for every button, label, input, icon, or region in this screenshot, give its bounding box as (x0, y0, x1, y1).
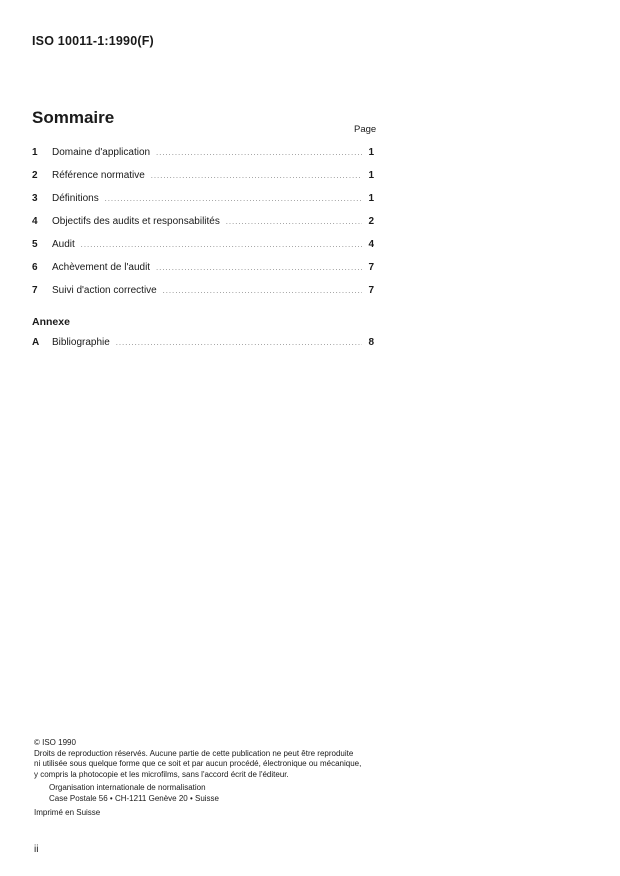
standard-code: ISO 10011-1:1990(F) (32, 34, 154, 48)
dot-leader (81, 242, 362, 249)
annex-entry-letter: A (32, 337, 40, 348)
annex-entry-label: Bibliographie (52, 337, 110, 348)
toc-entry-label: Définitions (52, 193, 99, 204)
annex-entry-page: 8 (368, 337, 374, 348)
toc-entry[interactable] (32, 216, 374, 230)
toc-entry[interactable] (32, 147, 374, 161)
dot-leader (156, 150, 362, 157)
org-name: Organisation internationale de normalisation (49, 783, 206, 792)
toc-entry-label: Audit (52, 239, 75, 250)
toc-entry-number: 6 (32, 262, 38, 273)
dot-leader (226, 219, 362, 226)
toc-entry[interactable] (32, 262, 374, 276)
toc-entry[interactable] (32, 239, 374, 253)
toc-entry[interactable] (32, 193, 374, 207)
toc-entry-number: 3 (32, 193, 38, 204)
page-column-label: Page (354, 124, 377, 135)
toc-entry-page: 1 (368, 170, 374, 181)
dot-leader (116, 340, 362, 347)
rights-text: ni utilisée sous quelque forme que ce soit et par aucun procédé, électronique ou mécanique, (34, 759, 362, 768)
toc-entry-number: 1 (32, 147, 38, 158)
toc-entry-page: 1 (368, 193, 374, 204)
toc-entry[interactable] (32, 285, 374, 299)
toc-entry-page: 7 (368, 262, 374, 273)
toc-entry-page: 1 (368, 147, 374, 158)
toc-entry-label: Objectifs des audits et responsabilités (52, 216, 220, 227)
dot-leader (151, 173, 362, 180)
rights-text: Droits de reproduction réservés. Aucune partie de cette publication ne peut être reproduite (34, 748, 354, 758)
toc-entry-label: Référence normative (52, 170, 145, 181)
toc-entry-number: 4 (32, 216, 38, 227)
toc-entry-page: 7 (368, 285, 374, 296)
toc-entry-page: 2 (368, 216, 374, 227)
toc-entry-label: Achèvement de l'audit (52, 262, 151, 273)
toc-entry-label: Domaine d'application (52, 147, 151, 158)
printed-in: Imprimé en Suisse (34, 808, 101, 817)
toc-entry[interactable] (32, 170, 374, 184)
copyright-line: © ISO 1990 (34, 738, 76, 747)
toc-entry-number: 2 (32, 170, 38, 181)
dot-leader (156, 265, 362, 272)
toc-entry-label: Suivi d'action corrective (52, 285, 157, 296)
org-address: Case Postale 56 • CH-1211 Genève 20 • Suisse (49, 793, 219, 803)
toc-entry-page: 4 (368, 239, 374, 250)
annex-entry[interactable] (32, 337, 374, 351)
copyright-notice (34, 738, 384, 819)
toc-entry-number: 7 (32, 285, 38, 296)
dot-leader (163, 288, 362, 295)
annex-heading: Annexe (32, 316, 70, 328)
toc-title: Sommaire (32, 108, 115, 127)
rights-text: y compris la photocopie et les microfilms, sans l'accord écrit de l'éditeur. (34, 769, 289, 779)
toc-entry-number: 5 (32, 239, 38, 250)
page-number: ii (34, 844, 39, 855)
dot-leader (105, 196, 362, 203)
